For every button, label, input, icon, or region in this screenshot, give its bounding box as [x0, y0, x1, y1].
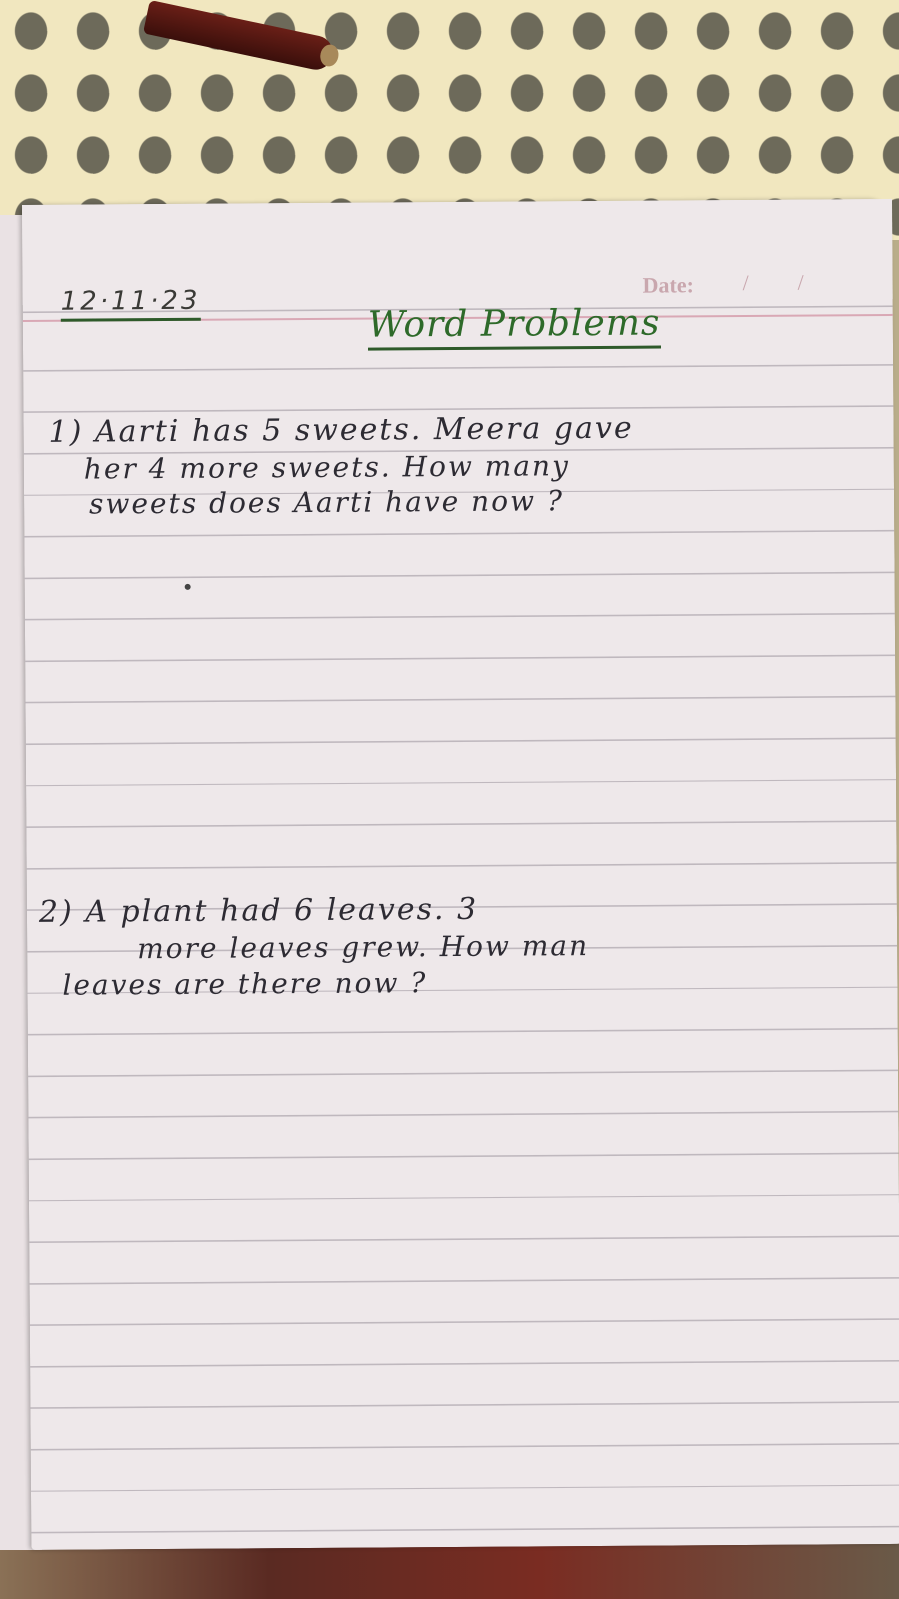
date-slash-2: /: [797, 269, 804, 295]
page-title: Word Problems: [368, 303, 661, 351]
notebook-page: [22, 199, 899, 1550]
date-label: Date:: [642, 272, 694, 298]
problem-1-line-2: her 4 more sweets. How many: [83, 449, 570, 486]
date-slash-1: /: [742, 269, 749, 295]
problem-2-line-1: 2) A plant had 6 leaves. 3: [38, 891, 479, 930]
written-date: 12·11·23: [61, 286, 201, 322]
problem-1-line-3: sweets does Aarti have now ?: [88, 484, 565, 521]
problem-1-line-1: 1) Aarti has 5 sweets. Meera gave: [48, 410, 634, 450]
problem-2-line-2: more leaves grew. How man: [137, 929, 590, 966]
ink-dot: [185, 584, 191, 590]
problem-2-line-3: leaves are there now ?: [62, 966, 428, 1002]
